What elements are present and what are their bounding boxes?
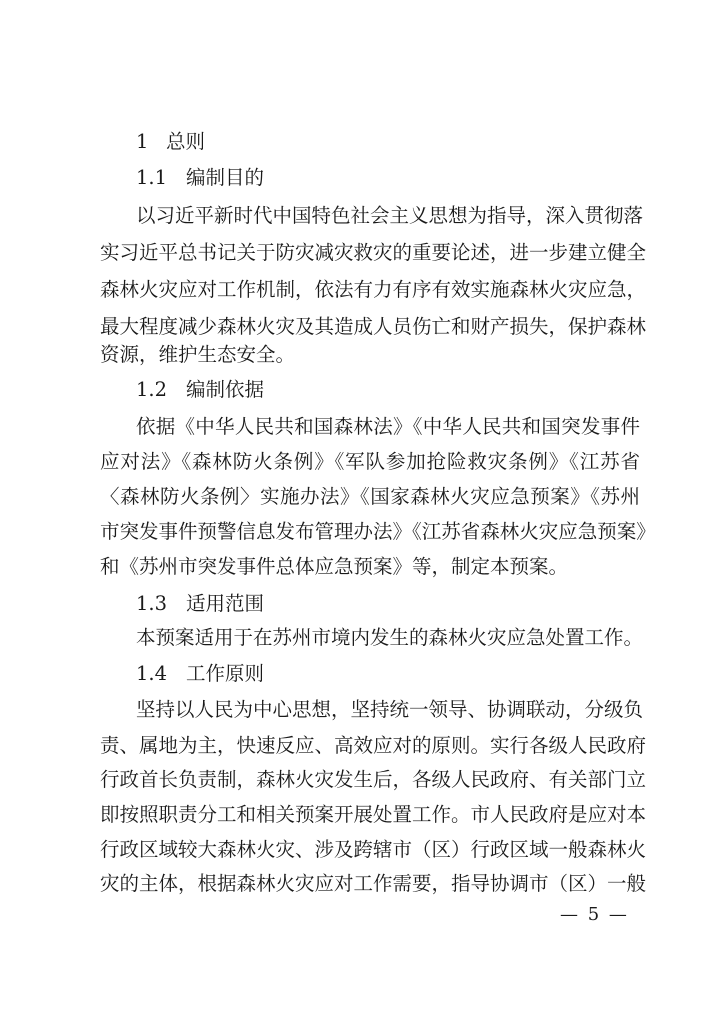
paragraph-line: 行政区域较大森林火灾、涉及跨辖市（区）行政区域一般森林火 [100, 838, 647, 861]
heading-1-general: 1 总则 [136, 130, 206, 153]
heading-1-3-scope: 1.3 适用范围 [136, 592, 265, 615]
paragraph-line: 实习近平总书记关于防灾减灾救灾的重要论述，进一步建立健全 [100, 241, 647, 264]
heading-1-2-basis: 1.2 编制依据 [136, 378, 265, 401]
paragraph-line: 灾的主体，根据森林火灾应对工作需要，指导协调市（区）一般 [100, 872, 647, 895]
paragraph-line: 应对法》《森林防火条例》《军队参加抢险救灾条例》《江苏省 [100, 450, 640, 473]
paragraph-line: 坚持以人民为中心思想，坚持统一领导、协调联动，分级负 [136, 698, 644, 721]
paragraph-line: 森林火灾应对工作机制，依法有力有序有效实施森林火灾应急， [100, 278, 647, 301]
paragraph-line: 行政首长负责制，森林火灾发生后，各级人民政府、有关部门立 [100, 768, 647, 791]
paragraph-line: 即按照职责分工和相关预案开展处置工作。市人民政府是应对本 [100, 803, 647, 826]
page-number: — 5 — [560, 904, 629, 925]
heading-1-4-principles: 1.4 工作原则 [136, 662, 265, 685]
paragraph-line: 和《苏州市突发事件总体应急预案》等，制定本预案。 [100, 555, 569, 578]
paragraph-line: 最大程度减少森林火灾及其造成人员伤亡和财产损失，保护森林 [100, 315, 647, 338]
paragraph-line: 市突发事件预警信息发布管理办法》《江苏省森林火灾应急预案》 [100, 520, 656, 543]
paragraph-line: 资源，维护生态安全。 [100, 343, 296, 366]
paragraph-line: 依据《中华人民共和国森林法》《中华人民共和国突发事件 [136, 415, 640, 438]
paragraph-line: 本预案适用于在苏州市境内发生的森林火灾应急处置工作。 [136, 626, 644, 649]
paragraph-line: 以习近平新时代中国特色社会主义思想为指导，深入贯彻落 [136, 204, 644, 227]
paragraph-line: 〈森林防火条例〉实施办法》《国家森林火灾应急预案》《苏州 [100, 485, 640, 508]
paragraph-line: 责、属地为主，快速反应、高效应对的原则。实行各级人民政府 [100, 734, 647, 757]
heading-1-1-purpose: 1.1 编制目的 [136, 166, 265, 189]
